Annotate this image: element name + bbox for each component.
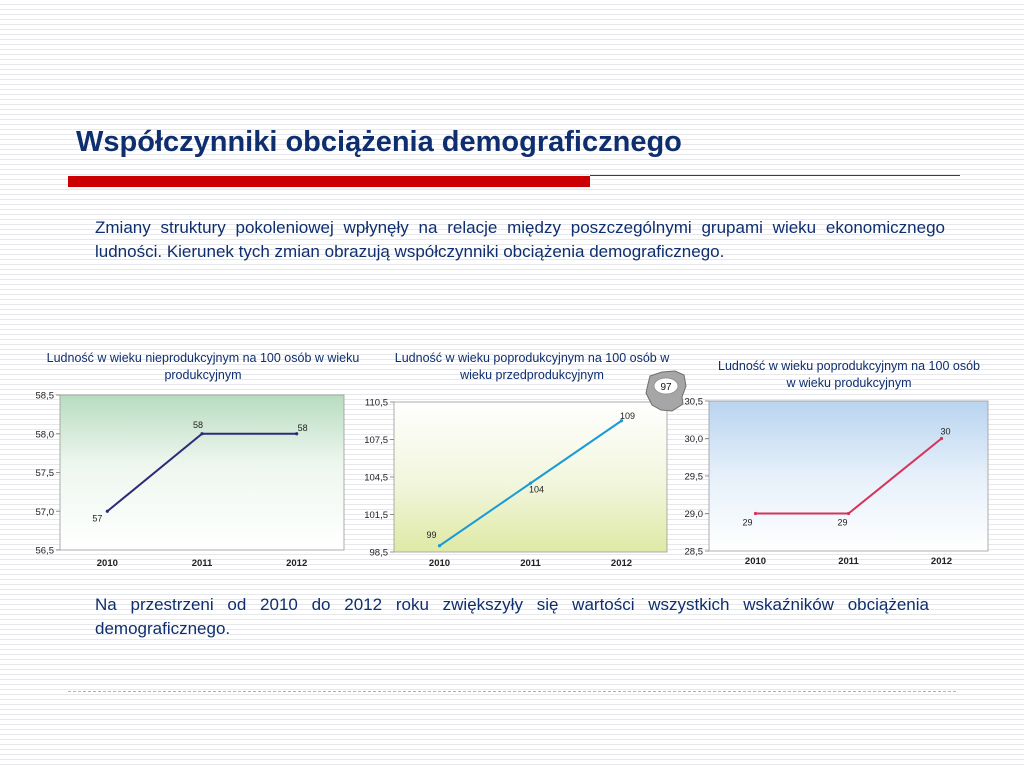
x-tick-label: 2010 [744, 556, 767, 567]
y-tick-label: 58,5 [35, 390, 54, 402]
y-tick-label: 30,0 [684, 434, 703, 445]
y-tick-label: 56,5 [35, 545, 54, 557]
x-tick-label: 2012 [930, 556, 953, 567]
y-tick-label: 98,5 [369, 547, 388, 559]
data-point [940, 437, 943, 440]
chart-2-title: Ludność w wieku poprodukcyjnym na 100 osób w wieku przedprodukcyjnym [394, 351, 670, 382]
y-tick-label: 57,5 [35, 468, 54, 479]
chart-1-title: Ludność w wieku nieprodukcyjnym na 100 osób w wieku produkcyjnym [46, 351, 360, 382]
y-tick-label: 29,0 [684, 509, 703, 520]
y-tick-label: 101,5 [364, 510, 388, 521]
data-label: 58 [297, 422, 308, 433]
x-tick-label: 2010 [428, 558, 451, 569]
map-badge-value: 97 [660, 382, 672, 393]
x-tick-label: 2011 [191, 558, 213, 569]
page-title: Współczynniki obciążenia demograficznego [76, 126, 682, 158]
conclusion-paragraph: Na przestrzeni od 2010 do 2012 roku zwiększyły się wartości wszystkich wskaźników obciążenia demograficznego. [95, 595, 929, 638]
data-label: 109 [619, 410, 636, 421]
chart-2 [352, 392, 672, 572]
y-tick-label: 28,5 [684, 546, 703, 558]
data-point [754, 512, 757, 515]
chart-3-title: Ludność w wieku poprodukcyjnym na 100 osób w wieku produkcyjnym [718, 359, 980, 390]
x-tick-label: 2010 [96, 558, 118, 569]
title-underline-bar [68, 176, 590, 187]
footer-divider [68, 691, 956, 692]
data-label: 29 [742, 517, 753, 528]
y-tick-label: 29,5 [684, 471, 703, 483]
y-tick-label: 30,5 [684, 396, 703, 408]
y-tick-label: 57,0 [35, 506, 54, 518]
data-label: 104 [528, 484, 545, 495]
plot-area [709, 401, 988, 551]
chart-1 [20, 385, 350, 575]
x-tick-label: 2012 [286, 558, 308, 569]
data-point [847, 512, 850, 515]
y-tick-label: 110,5 [364, 397, 388, 409]
data-label: 57 [92, 513, 103, 524]
data-label: 30 [940, 426, 951, 437]
title-underline-rule [590, 175, 960, 176]
chart-3 [672, 392, 994, 574]
data-label: 29 [837, 517, 848, 528]
data-point [106, 510, 109, 513]
data-label: 58 [192, 419, 204, 430]
y-tick-label: 104,5 [364, 472, 388, 484]
data-label: 99 [426, 529, 437, 540]
data-point [200, 432, 203, 435]
y-tick-label: 107,5 [364, 435, 388, 446]
x-tick-label: 2012 [610, 558, 633, 569]
data-point [438, 544, 441, 547]
intro-paragraph: Zmiany struktury pokoleniowej wpłynęły na relacje między poszczególnymi grupami wieku ekonomicznego ludności. Kierunek tych zmian obrazują współczynniki obciążenia demograficznego. [95, 218, 945, 261]
y-tick-label: 58,0 [35, 429, 54, 441]
x-tick-label: 2011 [838, 556, 859, 567]
plot-area [60, 395, 344, 550]
x-tick-label: 2011 [520, 558, 541, 569]
